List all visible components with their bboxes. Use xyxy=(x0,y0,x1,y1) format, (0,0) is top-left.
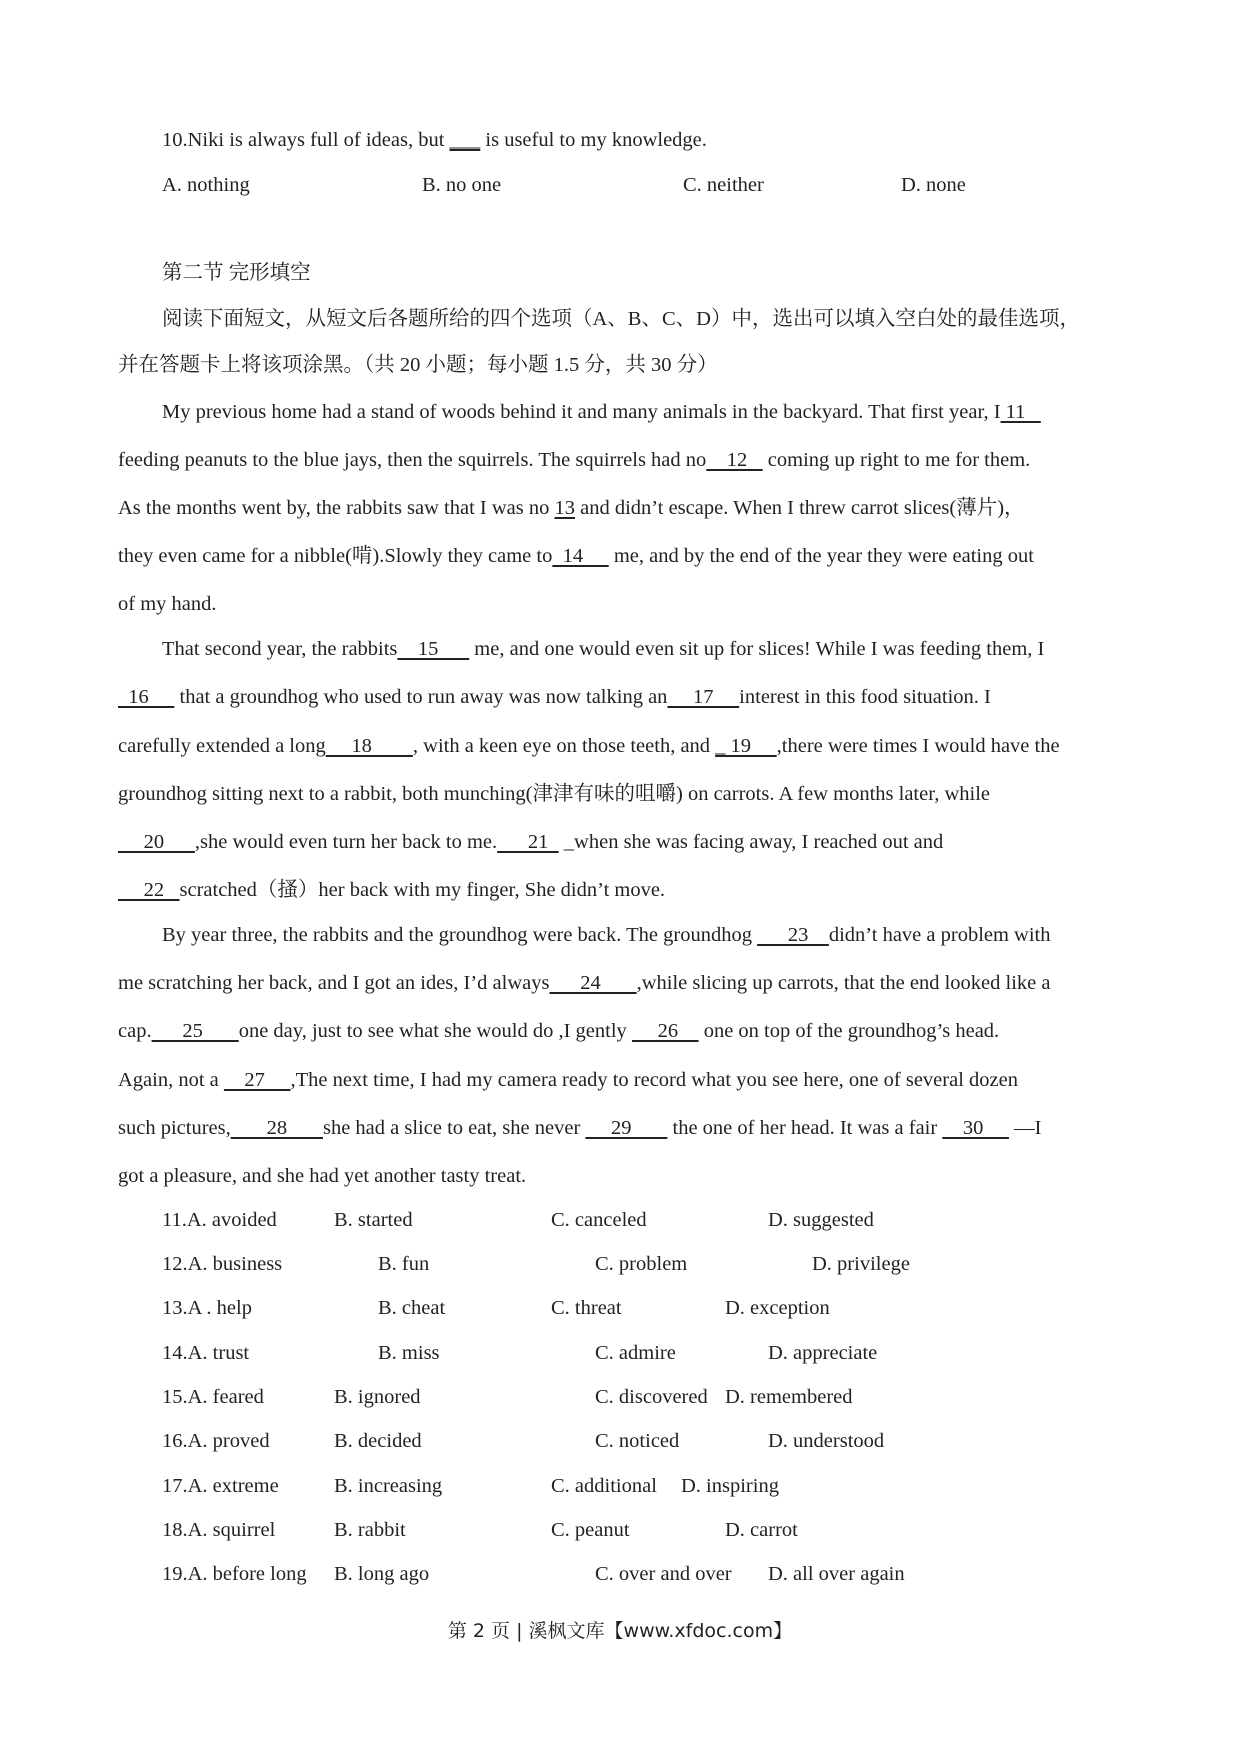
answer-blank: 18 xyxy=(325,735,413,757)
question-10-stem xyxy=(162,127,707,153)
passage-text: As the months went by, the rabbits saw that I was no xyxy=(118,497,555,519)
option-c: C. additional xyxy=(551,1475,657,1497)
answer-blank: 17 xyxy=(667,686,740,708)
option-c: C. noticed xyxy=(595,1430,680,1452)
passage-line xyxy=(118,543,1034,569)
passage-text: scratched（搔）her back with my finger, She didn’t move. xyxy=(179,879,666,901)
option-c: C. peanut xyxy=(551,1519,630,1541)
passage-line xyxy=(118,970,1050,996)
passage-text: ,while slicing up carrots, that the end looked like a xyxy=(636,972,1051,994)
passage-text: ,The next time, I had my camera ready to record what you see here, one of several dozen xyxy=(290,1069,1018,1091)
passage-line xyxy=(118,1067,1018,1093)
passage-line xyxy=(162,399,1041,425)
passage-line xyxy=(118,1018,999,1044)
option-b: B. ignored xyxy=(334,1386,421,1408)
answer-blank: 23 xyxy=(757,924,829,946)
passage-text: cap. xyxy=(118,1020,152,1042)
answer-blank: 12 xyxy=(706,449,763,471)
passage-text: didn’t have a problem with xyxy=(828,924,1051,946)
q10-option-d: D. none xyxy=(901,174,966,196)
question-10-stem-after: is useful to my knowledge. xyxy=(480,129,707,151)
q10-option-b: B. no one xyxy=(422,174,502,196)
passage-line xyxy=(162,922,1051,948)
option-a: 18.A. squirrel xyxy=(162,1519,276,1541)
option-b: B. decided xyxy=(334,1430,422,1452)
option-b: B. fun xyxy=(378,1253,430,1275)
passage-line xyxy=(118,684,991,710)
passage-line xyxy=(118,1115,1041,1141)
passage-text: one on top of the groundhog’s head. xyxy=(698,1020,1000,1042)
option-a: 13.A . help xyxy=(162,1297,252,1319)
passage-text: groundhog sitting next to a rabbit, both munching(津津有味的咀嚼) on carrots. A few months later, while xyxy=(118,783,991,805)
option-c: C. problem xyxy=(595,1253,688,1275)
option-b: B. rabbit xyxy=(334,1519,406,1541)
passage-line xyxy=(118,829,943,855)
section-instructions-line-1: 阅读下面短文，从短文后各题所给的四个选项（A、B、C、D）中，选出可以填入空白处的最佳选项， xyxy=(162,308,1080,330)
option-d: D. exception xyxy=(725,1297,830,1319)
passage-text: interest in this food situation. I xyxy=(739,686,991,708)
option-a: 15.A. feared xyxy=(162,1386,264,1408)
answer-blank: 30 xyxy=(942,1117,1009,1139)
passage-text: me scratching her back, and I got an ides, I’d always xyxy=(118,972,550,994)
question-10-stem-before: 10.Niki is always full of ideas, but xyxy=(162,129,450,151)
passage-line xyxy=(118,733,1060,759)
section-instructions-line-2: 并在答题卡上将该项涂黑。（共 20 小题；每小题 1.5 分，共 30 分） xyxy=(118,354,718,376)
passage-text: the one of her head. It was a fair xyxy=(667,1117,943,1139)
answer-blank: _ 19 xyxy=(715,735,777,757)
option-c: C. canceled xyxy=(551,1209,647,1231)
passage-text: feeding peanuts to the blue jays, then the squirrels. The squirrels had no xyxy=(118,449,707,471)
passage-line xyxy=(118,781,990,807)
answer-blank: 15 xyxy=(397,638,470,660)
answer-blank: 11 xyxy=(1000,401,1041,423)
option-d: D. suggested xyxy=(768,1209,874,1231)
passage-text: such pictures, xyxy=(118,1117,231,1139)
option-d: D. all over again xyxy=(768,1563,905,1585)
passage-line xyxy=(162,636,1044,662)
passage-text: coming up right to me for them. xyxy=(762,449,1031,471)
option-c: C. threat xyxy=(551,1297,622,1319)
option-c: C. admire xyxy=(595,1342,676,1364)
answer-blank: 25 xyxy=(151,1020,239,1042)
option-b: B. long ago xyxy=(334,1563,430,1585)
passage-text: carefully extended a long xyxy=(118,735,326,757)
option-d: D. carrot xyxy=(725,1519,798,1541)
passage-text: she had a slice to eat, she never xyxy=(322,1117,586,1139)
passage-text: and didn’t escape. When I threw carrot slices(薄片)， xyxy=(575,497,1025,519)
option-b: B. cheat xyxy=(378,1297,446,1319)
passage-text: got a pleasure, and she had yet another tasty treat. xyxy=(118,1165,527,1187)
passage-line xyxy=(118,591,217,617)
option-d: D. appreciate xyxy=(768,1342,878,1364)
option-a: 19.A. before long xyxy=(162,1563,307,1585)
option-a: 16.A. proved xyxy=(162,1430,270,1452)
option-b: B. started xyxy=(334,1209,413,1231)
passage-text: of my hand. xyxy=(118,593,217,615)
passage-line xyxy=(118,877,665,903)
option-a: 17.A. extreme xyxy=(162,1475,279,1497)
answer-blank: 26 xyxy=(631,1020,699,1042)
passage-text: That second year, the rabbits xyxy=(162,638,398,660)
option-b: B. miss xyxy=(378,1342,440,1364)
passage-text: _when she was facing away, I reached out and xyxy=(558,831,944,853)
page-footer: 第 2 页 | 溪枫文库【www.xfdoc.com】 xyxy=(447,1620,793,1642)
passage-line xyxy=(118,1163,526,1189)
option-d: D. remembered xyxy=(725,1386,853,1408)
answer-blank: 14 xyxy=(552,545,609,567)
option-d: D. inspiring xyxy=(681,1475,779,1497)
passage-text: that a groundhog who used to run away was now talking an xyxy=(174,686,668,708)
answer-blank: 28 xyxy=(230,1117,323,1139)
passage-text: —I xyxy=(1008,1117,1042,1139)
answer-blank: 13 xyxy=(554,497,576,519)
option-c: C. discovered xyxy=(595,1386,708,1408)
passage-text: ,she would even turn her back to me. xyxy=(194,831,498,853)
answer-blank: 21 xyxy=(497,831,559,853)
answer-blank: 16 xyxy=(118,686,175,708)
option-a: 14.A. trust xyxy=(162,1342,250,1364)
passage-line xyxy=(118,447,1030,473)
passage-text: they even came for a nibble(啃).Slowly they came to xyxy=(118,545,553,567)
answer-blank: 20 xyxy=(118,831,195,853)
passage-text: My previous home had a stand of woods behind it and many animals in the backyard. That first year, I xyxy=(162,401,1001,423)
passage-text: me, and one would even sit up for slices! While I was feeding them, I xyxy=(469,638,1045,660)
option-c: C. over and over xyxy=(595,1563,732,1585)
passage-text: me, and by the end of the year they were eating out xyxy=(608,545,1034,567)
option-b: B. increasing xyxy=(334,1475,443,1497)
passage-line xyxy=(118,495,1025,521)
option-d: D. understood xyxy=(768,1430,885,1452)
option-a: 11.A. avoided xyxy=(162,1209,277,1231)
passage-text: , with a keen eye on those teeth, and xyxy=(412,735,716,757)
q10-option-c: C. neither xyxy=(683,174,764,196)
question-10-blank: ___ xyxy=(449,129,481,151)
q10-option-a: A. nothing xyxy=(162,174,250,196)
option-a: 12.A. business xyxy=(162,1253,283,1275)
answer-blank: 24 xyxy=(549,972,637,994)
passage-text: By year three, the rabbits and the groundhog were back. The groundhog xyxy=(162,924,758,946)
option-d: D. privilege xyxy=(812,1253,910,1275)
passage-text: one day, just to see what she would do ,I gently xyxy=(238,1020,632,1042)
section-title: 第二节 完形填空 xyxy=(162,262,311,284)
answer-blank: 27 xyxy=(223,1069,291,1091)
passage-text: Again, not a xyxy=(118,1069,224,1091)
passage-text: ,there were times I would have the xyxy=(776,735,1060,757)
answer-blank: 22 xyxy=(118,879,180,901)
answer-blank: 29 xyxy=(585,1117,668,1139)
